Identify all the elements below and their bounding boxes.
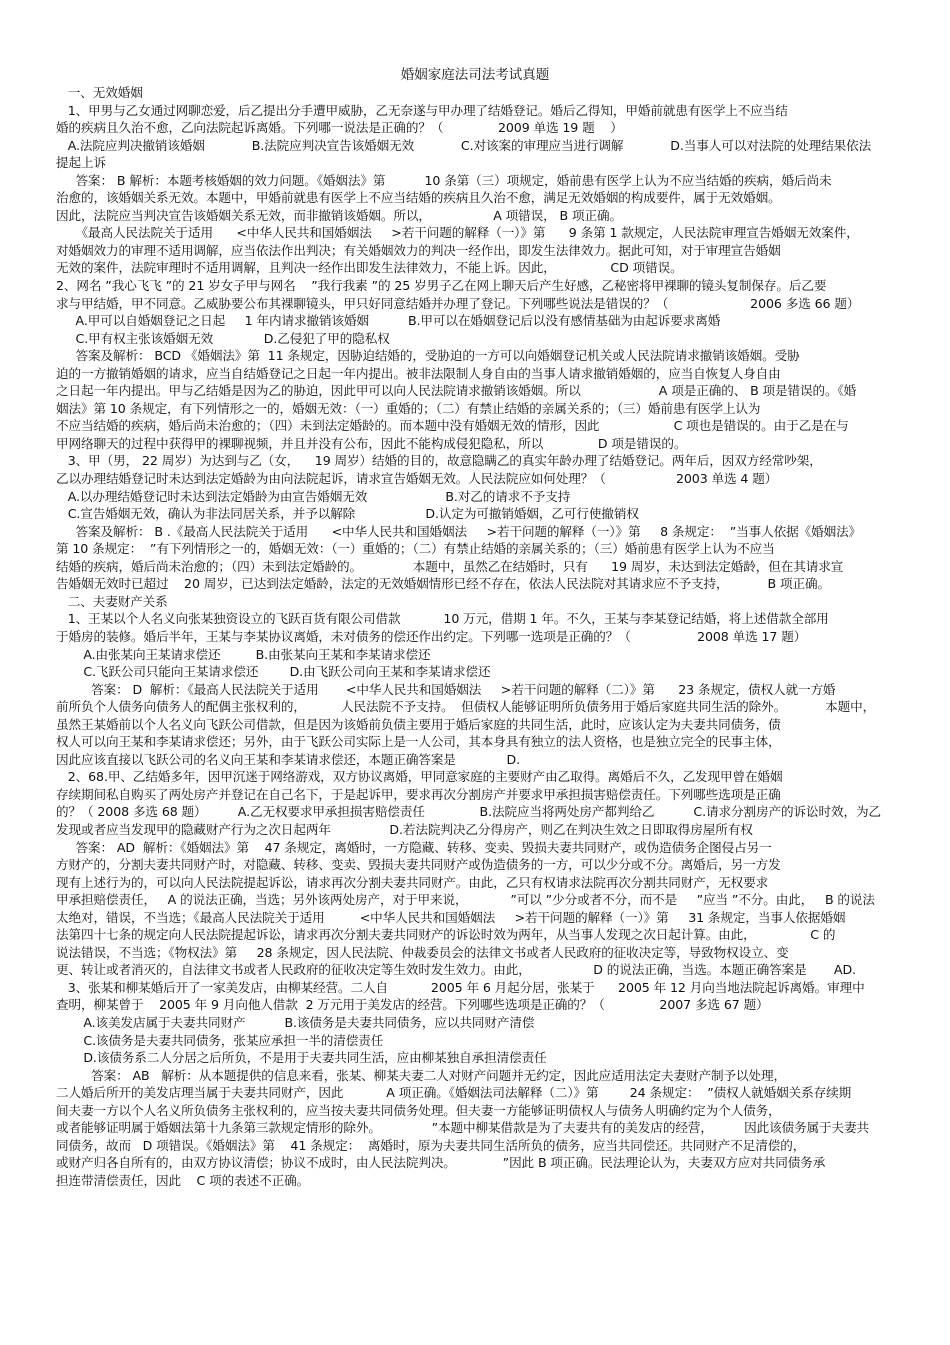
text-line: 提起上诉	[56, 155, 106, 171]
text-line: 同债务，故而 D 项错误。《婚姻法》第 41 条规定： 离婚时，原为夫妻共同生活所负的债务，应当共同偿还。共同财产不足清偿的，	[56, 1137, 806, 1153]
text-line: A.由张某向王某请求偿还 B.由张某向王某和李某请求偿还	[56, 646, 431, 662]
text-line: 3、张某和柳某婚后开了一家美发店，由柳某经营。二人自 2005 年 6 月起分居，张某于 2005 年 12 月向当地法院起诉离婚。审理中	[56, 979, 865, 995]
text-line: 的？（ 2008 多选 68 题） A.乙无权要求甲承担损害赔偿责任 B.法院应当将两处房产都判给乙 C.请求分割房产的诉讼时效，为乙	[56, 804, 881, 820]
text-line: 存续期间私自购买了两处房产并登记在自己名下，于是起诉甲，要求再次分割房产并要求甲承担损害赔偿责任。下列哪些选项是正确	[56, 786, 781, 802]
text-line: 之日起一年内提出。甲与乙结婚是因为乙的胁迫，因此甲可以向人民法院请求撤销该婚姻。所以 A 项是正确的、 B 项是错误的。《婚	[56, 383, 857, 399]
text-line: 对婚姻效力的审理不适用调解，应当依法作出判决；有关婚姻效力的判决一经作出，即发生法律效力。据此可知，对于审理宣告婚姻	[56, 242, 781, 258]
text-line: 答案： D 解析：《最高人民法院关于适用 <中华人民共和国婚姻法 >若干问题的解释（二）》第 23 条规定，债权人就一方婚	[56, 681, 836, 697]
text-line: 二、夫妻财产关系	[56, 593, 168, 609]
text-line: A.甲可以自婚姻登记之日起 1 年内请求撤销该婚姻 B.甲可以在婚姻登记后以没有感情基础为由起诉要求离婚	[56, 313, 721, 329]
text-line: 或者能够证明属于婚姻法第十九条第三款规定情形的除外。 ”本题中柳某借款是为了夫妻共有的美发店的经营， 因此该债务属于夫妻共	[56, 1120, 870, 1136]
text-line: 因此，法院应当判决宣告该婚姻关系无效，而非撤销该婚姻。所以， A 项错误， B 项正确。	[56, 207, 622, 223]
text-line: 现有上述行为的，可以向人民法院提起诉讼，请求再次分割夫妻共同财产。由此，乙只有权请求法院再次分割共同财产，无权要求	[56, 874, 769, 890]
text-line: 答案： AB 解析：从本题提供的信息来看，张某、柳某夫妻二人对财产问题并无约定，因此应适用法定夫妻财产制予以处理，	[56, 1067, 786, 1083]
text-line: 婚的疾病且久治不愈，乙向法院起诉离婚。下列哪一说法是正确的？（ 2009 单选 19 题 ）	[56, 120, 623, 136]
text-line: 答案： AD 解析：《婚姻法》第 47 条规定，离婚时，一方隐藏、转移、变卖、毁损夫妻共同财产，或伪造债务企图侵占另一	[56, 839, 772, 855]
text-line: C.宣告婚姻无效，确认为非法同居关系，并予以解除 D.认定为可撤销婚姻，乙可行使撤销权	[56, 506, 639, 522]
text-line: 权人可以向王某和李某请求偿还；另外，由于飞跃公司实际上是一人公司，其本身具有独立的法人资格，也是独立完全的民事主体，	[56, 734, 781, 750]
text-line: A.该美发店属于夫妻共同财产 B.该债务是夫妻共同债务，应以共同财产清偿	[56, 1014, 535, 1030]
document-title: 婚姻家庭法司法考试真题	[400, 67, 550, 83]
text-line: 担连带清偿责任，因此 C 项的表述不正确。	[56, 1172, 310, 1188]
text-line: 虽然王某婚前以个人名义向飞跃公司借款，但是因为该婚前负债主要用于婚后家庭的共同生活，此时，应该认定为夫妻共同债务，债	[56, 716, 781, 732]
text-line: 甲承担赔偿责任， A 的说法正确，当选；另外该两处房产，对于甲来说， ”可以 ”少分或者不分，而不是 ”应当 ”不分。由此， B 的说法	[56, 892, 875, 908]
text-line: 方财产的，分割夫妻共同财产时，对隐藏、转移、变卖、毁损夫妻共同财产或伪造债务的一方，可以少分或不分。离婚后，另一方发	[56, 857, 781, 873]
text-line: C.甲有权主张该婚姻无效 D.乙侵犯了甲的隐私权	[56, 330, 390, 346]
text-line: 查明，柳某曾于 2005 年 9 月向他人借款 2 万元用于美发店的经营。下列哪些选项是正确的？（ 2007 多选 67 题）	[56, 997, 769, 1013]
text-line: 答案及解析： BCD 《婚姻法》第 11 条规定，因胁迫结婚的，受胁迫的一方可以向婚姻登记机关或人民法院请求撤销该婚姻。受胁	[56, 348, 800, 364]
text-line: A.以办理结婚登记时未达到法定婚龄为由宣告婚姻无效 B.对乙的请求不予支持	[56, 488, 571, 504]
text-line: 姻法》第 10 条规定，有下列情形之一的，婚姻无效：（一）重婚的；（二）有禁止结婚的亲属关系的；（三）婚前患有医学上认为	[56, 400, 761, 416]
text-line: 1、甲男与乙女通过网聊恋爱，后乙提出分手遭甲威胁，乙无奈遂与甲办理了结婚登记。婚后乙得知，甲婚前就患有医学上不应当结	[56, 102, 788, 118]
text-line: 答案及解析： B .《最高人民法院关于适用 <中华人民共和国婚姻法 >若干问题的解释（一）》第 8 条规定： ”当事人依据《婚姻法》	[56, 523, 862, 539]
text-line: 告婚姻无效时已超过 20 周岁，已达到法定婚龄，法定的无效婚姻情形已经不存在，依法人民法院对其请求应不予支持， B 项正确。	[56, 576, 830, 592]
text-line: 前所负个人债务向债务人的配偶主张权利的， 人民法院不予支持。 但债权人能够证明所负债务用于婚后家庭共同生活的除外。 本题中，	[56, 699, 876, 715]
text-line: 二人婚后所开的美发店理当属于夫妻共同财产，因此 A 项正确。《婚姻法司法解释（二）》第 24 条规定： ”债权人就婚姻关系存续期	[56, 1085, 852, 1101]
text-line: 法第四十七条的规定向人民法院提起诉讼，请求再次分割夫妻共同财产的诉讼时效为两年，从当事人发现之次日起计算。由此， C 的	[56, 927, 836, 943]
text-line: 发现或者应当发现甲的隐藏财产行为之次日起两年 D.若法院判决乙分得房产，则乙在判决生效之日即取得房屋所有权	[56, 821, 753, 837]
text-line: 1、王某以个人名义向张某独资设立的飞跃百货有限公司借款 10 万元，借期 1 年。不久，王某与李某登记结婚，将上述借款全部用	[56, 611, 829, 627]
text-line: 《最高人民法院关于适用 <中华人民共和国婚姻法 >若干问题的解释（一）》第 9 条第 1 款规定，人民法院审理宣告婚姻无效案件，	[56, 225, 859, 241]
text-line: 因此应该直接以飞跃公司的名义向王某和李某请求偿还，本题正确答案是 D.	[56, 751, 521, 767]
text-line: 或财产归各自所有的，由双方协议清偿；协议不成时，由人民法院判决。 ”因此 B 项正确。民法理论认为，夫妻双方应对共同债务承	[56, 1155, 826, 1171]
text-line: 一、无效婚姻	[56, 85, 143, 100]
text-line: D.该债务系二人分居之后所负，不是用于夫妻共同生活，应由柳某独自承担清偿责任	[56, 1050, 547, 1066]
text-line: 更、转让或者消灭的，自法律文书或者人民政府的征收决定等生效时发生效力。由此， D 的说法正确，当选。本题正确答案是 AD.	[56, 962, 856, 978]
text-line: 乙以办理结婚登记时未达到法定婚龄为由向法院起诉，请求宣告婚姻无效。人民法院应如何处理？（ 2003 单选 4 题）	[56, 471, 778, 487]
text-line: 求与甲结婚，甲不同意。乙威胁要公布其裸聊镜头，甲只好同意结婚并办理了登记。下列哪些说法是错误的？（ 2006 多选 66 题）	[56, 295, 860, 311]
text-line: 无效的案件，法院审理时不适用调解，且判决一经作出即发生法律效力，不能上诉。因此， CD 项错误。	[56, 260, 683, 276]
text-line: 不应当结婚的疾病，婚后尚未治愈的；（四）未到法定婚龄的。而本题中没有婚姻无效的情形，因此 C 项也是错误的。由于乙是在与	[56, 418, 849, 434]
text-line: 结婚的疾病，婚后尚未治愈的；（四）未到法定婚龄的。 本题中，虽然乙在结婚时，只有 19 周岁，未达到法定婚龄，但在其请求宣	[56, 558, 844, 574]
text-line: 甲网络聊天的过程中获得甲的裸聊视频，并且并没有公布，因此不能构成侵犯隐私，所以 D 项是错误的。	[56, 435, 687, 451]
text-line: 说法错误，不当选；《物权法》第 28 条规定，因人民法院、仲裁委员会的法律文书或者人民政府的征收决定等，导致物权设立、变	[56, 944, 789, 960]
text-line: 答案： B 解析：本题考核婚姻的效力问题。《婚姻法》第 10 条第（三）项规定，婚前患有医学上认为不应当结婚的疾病，婚后尚未	[56, 172, 832, 188]
text-line: 治愈的，该婚姻关系无效。本题中，甲婚前就患有医学上不应当结婚的疾病且久治不愈，满足无效婚姻的构成要件，属于无效婚姻。	[56, 190, 781, 206]
text-line: C.该债务是夫妻共同债务，张某应承担一半的清偿责任	[56, 1032, 384, 1048]
text-line: 2、68.甲、乙结婚多年，因甲沉迷于网络游戏，双方协议离婚，甲同意家庭的主要财产由乙取得。离婚后不久，乙发现甲曾在婚姻	[56, 769, 783, 785]
text-line: C.飞跃公司只能向王某请求偿还 D.由飞跃公司向王某和李某请求偿还	[56, 664, 491, 680]
text-line: 迫的一方撤销婚姻的请求，应当自结婚登记之日起一年内提出。被非法限制人身自由的当事人请求撤销婚姻的，应当自恢复人身自由	[56, 365, 781, 381]
text-line: 太绝对，错误，不当选；《最高人民法院关于适用 <中华人民共和国婚姻法 >若干问题的解释（一）》第 31 条规定，当事人依据婚姻	[56, 909, 846, 925]
text-line: 3、甲（男， 22 周岁）为达到与乙（女， 19 周岁）结婚的目的，故意隐瞒乙的真实年龄办理了结婚登记。两年后，因双方经常吵架，	[56, 453, 822, 469]
document-body	[56, 84, 894, 1189]
text-line: 间夫妻一方以个人名义所负债务主张权利的，应当按夫妻共同债务处理。但夫妻一方能够证明债权人与债务人明确约定为个人债务，	[56, 1102, 781, 1118]
text-line: 第 10 条规定： ”有下列情形之一的，婚姻无效：（一）重婚的；（二）有禁止结婚的亲属关系的；（三）婚前患有医学上认为不应当	[56, 541, 775, 557]
text-line: 于婚房的装修。婚后半年，王某与李某协议离婚，未对债务的偿还作出约定。下列哪一选项是正确的？（ 2008 单选 17 题）	[56, 628, 807, 644]
text-line: 2、网名 ”我心飞飞 ”的 21 岁女子甲与网名 ”我行我素 ”的 25 岁男子乙在网上聊天后产生好感，乙秘密将甲裸聊的镜头复制保存。后乙要	[56, 278, 827, 294]
text-line: A.法院应判决撤销该婚姻 B.法院应判决宣告该婚姻无效 C.对该案的审理应当进行调解 D.当事人可以对法院的处理结果依法	[56, 137, 872, 153]
